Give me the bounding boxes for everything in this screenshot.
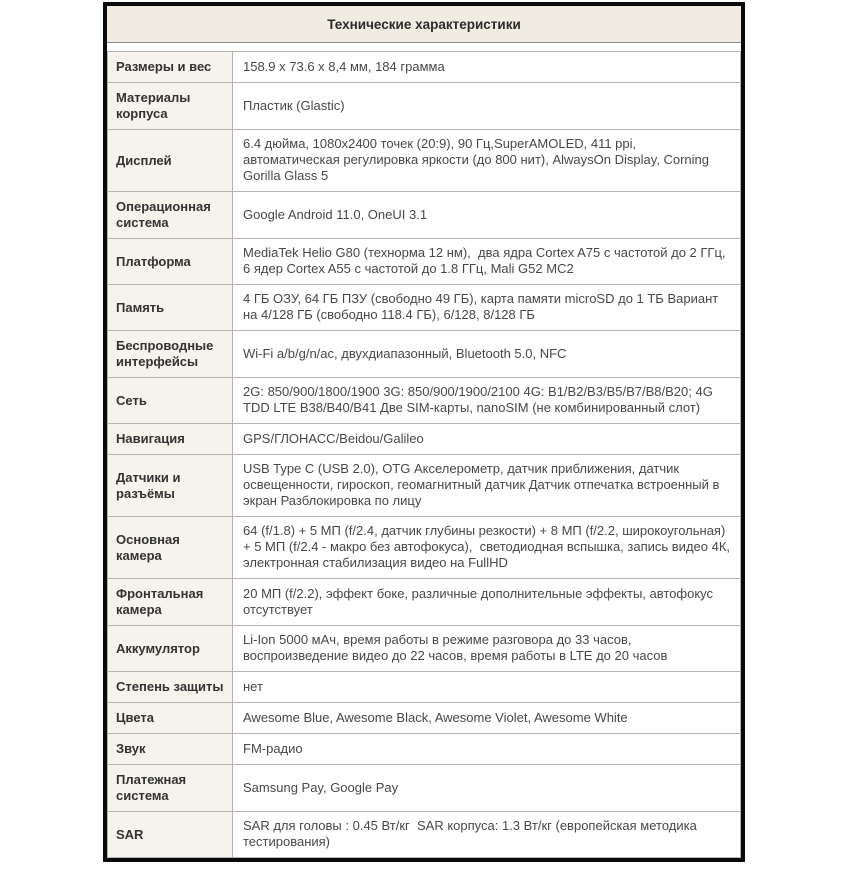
spec-label: Платежная система: [108, 765, 233, 812]
table-row: [108, 455, 741, 517]
spec-value: Li-Ion 5000 мАч, время работы в режиме разговора до 33 часов, воспроизведение видео до 22 часов, время работы в LTE до 20 часов: [233, 626, 741, 672]
table-row: [108, 579, 741, 626]
spec-label: Фронтальная камера: [108, 579, 233, 626]
spec-value: MediaTek Helio G80 (технорма 12 нм), два ядра Cortex A75 с частотой до 2 ГГц, 6 ядер Cortex A55 с частотой до 1.8 ГГц, Mali G52 MC2: [233, 239, 741, 285]
spec-value: FM-радио: [233, 734, 741, 765]
table-row: [108, 424, 741, 455]
spec-label: Степень защиты: [108, 672, 233, 703]
spec-label: Размеры и вес: [108, 52, 233, 83]
spec-value: GPS/ГЛОНАСС/Beidou/Galileo: [233, 424, 741, 455]
spec-label: Материалы корпуса: [108, 83, 233, 130]
table-row: [108, 52, 741, 83]
spec-value: Wi-Fi a/b/g/n/ac, двухдиапазонный, Bluetooth 5.0, NFC: [233, 331, 741, 378]
table-row: [108, 812, 741, 858]
spec-label: Платформа: [108, 239, 233, 285]
header-gap: [107, 43, 741, 51]
spec-value: 20 МП (f/2.2), эффект боке, различные дополнительные эффекты, автофокус отсутствует: [233, 579, 741, 626]
table-row: [108, 130, 741, 192]
spec-label: Навигация: [108, 424, 233, 455]
spec-label: Звук: [108, 734, 233, 765]
table-row: [108, 378, 741, 424]
table-row: [108, 517, 741, 579]
table-row: [108, 285, 741, 331]
spec-label: Память: [108, 285, 233, 331]
spec-value: USB Type C (USB 2.0), OTG Акселерометр, датчик приближения, датчик освещенности, гироскоп, геомагнитный датчик Датчик отпечатка встроенный в экран Разблокировка по лицу: [233, 455, 741, 517]
spec-value: Awesome Blue, Awesome Black, Awesome Violet, Awesome White: [233, 703, 741, 734]
spec-value: Пластик (Glastic): [233, 83, 741, 130]
spec-value: Samsung Pay, Google Pay: [233, 765, 741, 812]
spec-label: Датчики и разъёмы: [108, 455, 233, 517]
table-row: [108, 192, 741, 239]
spec-label: Основная камера: [108, 517, 233, 579]
table-row: [108, 672, 741, 703]
spec-table: [103, 2, 745, 862]
spec-label: Цвета: [108, 703, 233, 734]
spec-value: нет: [233, 672, 741, 703]
spec-label: Дисплей: [108, 130, 233, 192]
table-row: [108, 765, 741, 812]
spec-label: Беспроводные интерфейсы: [108, 331, 233, 378]
spec-label: Операционная система: [108, 192, 233, 239]
table-row: [108, 626, 741, 672]
spec-value: 158.9 x 73.6 x 8,4 мм, 184 грамма: [233, 52, 741, 83]
spec-value: 2G: 850/900/1800/1900 3G: 850/900/1900/2100 4G: B1/B2/B3/B5/B7/B8/B20; 4G TDD LTE B38/B40/B41 Две SIM-карты, nanoSIM (не комбинированный слот): [233, 378, 741, 424]
table-row: [108, 703, 741, 734]
spec-rows: [107, 51, 741, 858]
spec-value: SAR для головы : 0.45 Вт/кг SAR корпуса: 1.3 Вт/кг (европейская методика тестирования): [233, 812, 741, 858]
spec-value: 4 ГБ ОЗУ, 64 ГБ ПЗУ (свободно 49 ГБ), карта памяти microSD до 1 ТБ Вариант на 4/128 ГБ (свободно 118.4 ГБ), 6/128, 8/128 ГБ: [233, 285, 741, 331]
table-title: Технические характеристики: [107, 6, 741, 43]
table-row: [108, 83, 741, 130]
spec-label: Аккумулятор: [108, 626, 233, 672]
table-row: [108, 734, 741, 765]
spec-value: 64 (f/1.8) + 5 МП (f/2.4, датчик глубины резкости) + 8 МП (f/2.2, широкоугольная) + 5 МП (f/2.4 - макро без автофокуса), светодиодная вспышка, запись видео 4К, электронная стабилизация видео на FullHD: [233, 517, 741, 579]
spec-value: Google Android 11.0, OneUI 3.1: [233, 192, 741, 239]
spec-value: 6.4 дюйма, 1080x2400 точек (20:9), 90 Гц,SuperAMOLED, 411 ppi, автоматическая регулировка яркости (до 800 нит), AlwaysOn Display, Corning Gorilla Glass 5: [233, 130, 741, 192]
spec-label: SAR: [108, 812, 233, 858]
table-row: [108, 239, 741, 285]
table-row: [108, 331, 741, 378]
spec-label: Сеть: [108, 378, 233, 424]
